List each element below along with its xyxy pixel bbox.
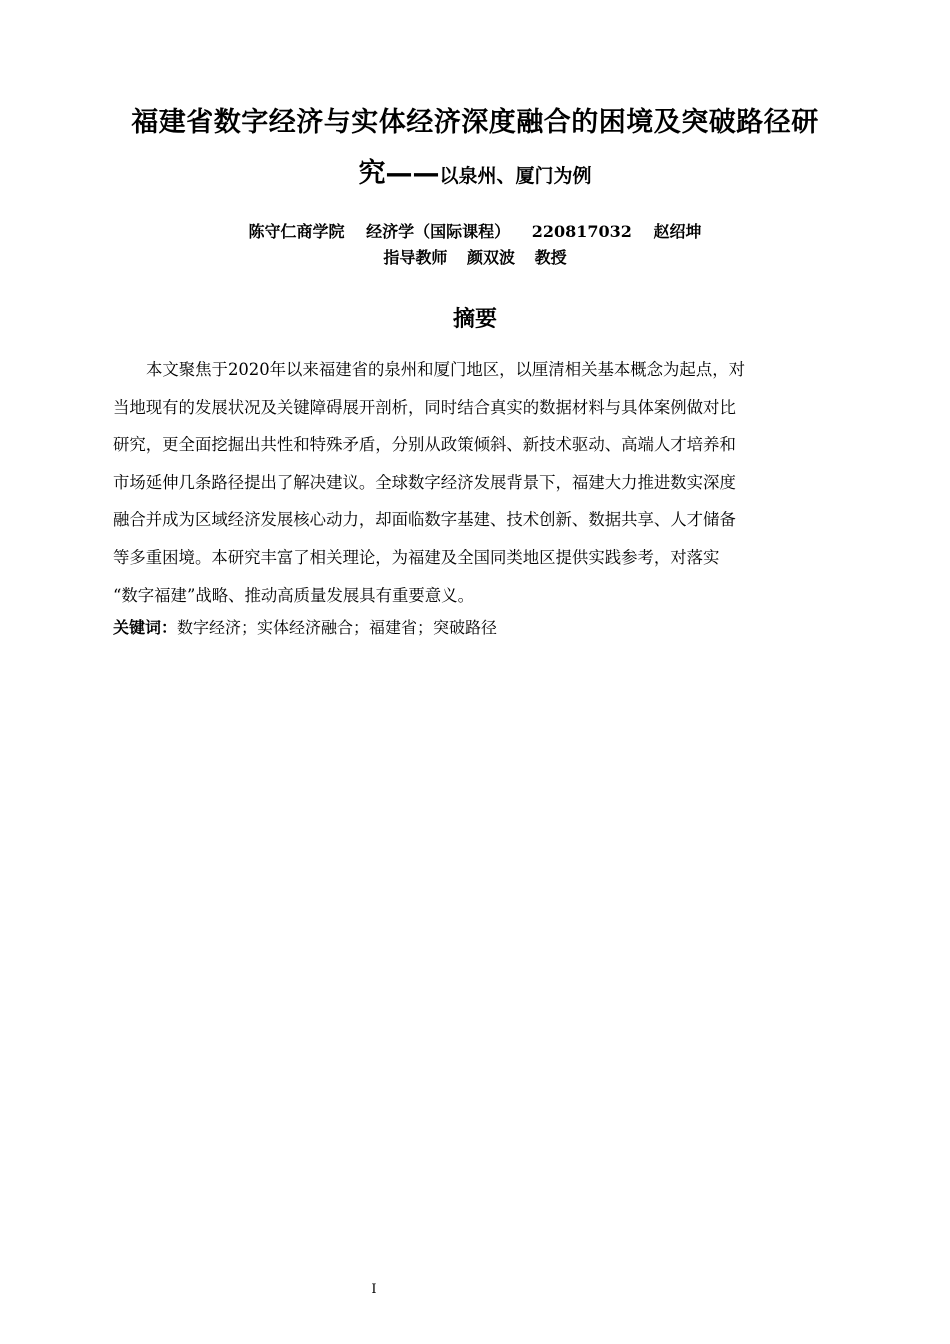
abstract-line: 本文聚焦于2020年以来福建省的泉州和厦门地区，以厘清相关基本概念为起点，对 [146,360,745,379]
advisor-name: 颜双波 [466,248,515,267]
paper-subtitle: 以泉州、厦门为例 [439,165,592,187]
author-student-id: 220817032 [531,222,632,241]
abstract-line: 市场延伸几条路径提出了解决建议。全球数字经济发展背景下，福建大力推进数实深度 [113,472,736,492]
keywords-value: 数字经济；实体经济融合；福建省；突破路径 [177,618,498,637]
page-number: I [371,1282,377,1297]
paper-title-continued [0,151,950,190]
abstract-body [113,351,848,614]
paper-title-tail: 究—— [358,158,440,189]
abstract-line: 研究，更全面挖掘出共性和特殊矛盾，分别从政策倾斜、新技术驱动、高端人才培养和 [113,435,736,455]
advisor-line [0,245,950,268]
author-name: 赵绍坤 [653,222,702,241]
abstract-line: 等多重困境。本研究丰富了相关理论，为福建及全国同类地区提供实践参考，对落实 [113,547,720,567]
abstract-line: 当地现有的发展状况及关键障碍展开剖析，同时结合真实的数据材料与具体案例做对比 [113,397,736,417]
author-major: 经济学（国际课程） [366,222,511,241]
keywords-line [113,615,497,638]
keywords-label: 关键词： [113,618,178,637]
abstract-heading: 摘要 [452,307,497,332]
advisor-label: 指导教师 [383,248,448,267]
abstract-line: 融合并成为区域经济发展核心动力，却面临数字基建、技术创新、数据共享、人才储备 [113,510,736,530]
author-college: 陈守仁商学院 [248,222,345,241]
paper-title: 福建省数字经济与实体经济深度融合的困境及突破路径研 [131,107,819,138]
advisor-title: 教授 [534,248,567,267]
abstract-line: “数字福建”战略、推动高质量发展具有重要意义。 [113,585,474,605]
author-line [0,219,950,242]
